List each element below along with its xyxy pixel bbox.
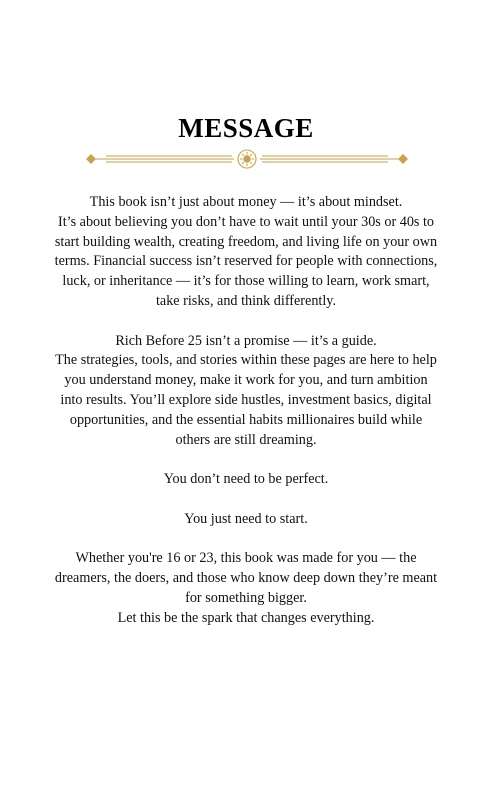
paragraph-4: You just need to start.	[184, 510, 308, 527]
text-line: The strategies, tools, and stories within these pages are here to help	[55, 352, 437, 369]
text-line: dreamers, the doers, and those who know deep down they’re meant	[54, 570, 438, 587]
text-line: for something bigger.	[185, 589, 307, 606]
page-title: MESSAGE	[178, 113, 314, 143]
text-line: you understand money, make it work for you, and turn ambition	[64, 372, 428, 389]
paragraph-spacer	[40, 450, 452, 470]
paragraph-1	[40, 193, 452, 312]
message-body	[40, 193, 452, 629]
paragraph-spacer	[40, 490, 452, 510]
text-line: opportunities, and the essential habits millionaires build while	[69, 411, 423, 428]
text-line: luck, or inheritance — it’s for those willing to learn, work smart,	[62, 273, 430, 290]
text-line: terms. Financial success isn’t reserved for people with connections,	[54, 253, 438, 270]
text-line: It’s about believing you don’t have to wait until your 30s or 40s to	[57, 213, 435, 230]
text-line: Rich Before 25 isn’t a promise — it’s a guide.	[115, 332, 377, 349]
paragraph-5	[40, 549, 452, 628]
text-line: start building wealth, creating freedom, and living life on your own	[54, 233, 438, 250]
text-line: others are still dreaming.	[175, 431, 317, 448]
paragraph-spacer	[40, 530, 452, 550]
paragraph-3: You don’t need to be perfect.	[163, 471, 329, 488]
text-line: Let this be the spark that changes everything.	[117, 609, 375, 626]
text-line: take risks, and think differently.	[155, 292, 337, 309]
text-line: Whether you're 16 or 23, this book was made for you — the	[75, 550, 417, 567]
paragraph-2	[40, 332, 452, 451]
text-line: This book isn’t just about money — it’s about mindset.	[89, 194, 403, 210]
text-line: into results. You’ll explore side hustles, investment basics, digital	[60, 391, 432, 408]
gold-divider-icon	[84, 147, 410, 171]
paragraph-spacer	[40, 312, 452, 332]
